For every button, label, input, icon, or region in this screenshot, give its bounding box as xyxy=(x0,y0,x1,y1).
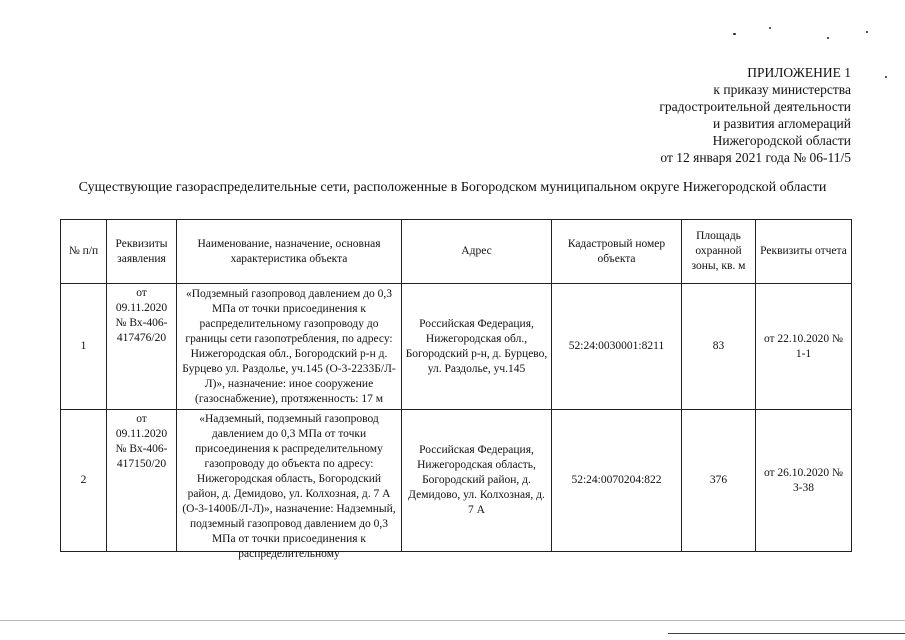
object-description-text: «Подземный газопровод давлением до 0,3 МПа от точки присоединения к распределительному газопроводу до границы сети газопотребления, по адресу: Нижегородская обл., Богородский р-н д. Бурцево ул. Раздолье, уч.145 (О-3-2233Б/Л-Л)», назначение: иное сооружение (газоснабжение), протяженность: 17 м xyxy=(182,287,396,405)
scan-line xyxy=(0,620,905,621)
application-details: от 09.11.2020 № Вх-406-417476/20 xyxy=(107,284,177,410)
document-title: Существующие газораспределительные сети, расположенные в Богородском муниципальном округе Нижегородской области xyxy=(78,180,827,195)
column-header: Реквизиты отчета xyxy=(756,220,852,284)
cadastral-number: 52:24:0030001:8211 xyxy=(552,284,682,410)
application-details: от 09.11.2020 № Вх-406-417150/20 xyxy=(107,410,177,552)
object-address: Российская Федерация, Нижегородская область, Богородский район, д. Демидово, ул. Колхозная, д. 7 А xyxy=(402,410,552,552)
table-header-row xyxy=(61,220,852,284)
appendix-line: ПРИЛОЖЕНИЕ 1 xyxy=(747,65,851,80)
appendix-line: от 12 января 2021 года № 06-11/5 xyxy=(660,150,851,165)
protection-zone-area: 376 xyxy=(682,410,756,552)
scan-line xyxy=(668,633,905,634)
column-header: № п/п xyxy=(61,220,107,284)
report-details: от 22.10.2020 № 1-1 xyxy=(756,284,852,410)
column-header: Площадь охранной зоны, кв. м xyxy=(682,220,756,284)
cadastral-number: 52:24:0070204:822 xyxy=(552,410,682,552)
appendix-header xyxy=(659,64,851,166)
protection-zone-area: 83 xyxy=(682,284,756,410)
object-description xyxy=(177,284,402,410)
report-details: от 26.10.2020 № 3-38 xyxy=(756,410,852,552)
row-number: 1 xyxy=(61,284,107,410)
scan-speck xyxy=(733,33,736,35)
table-row xyxy=(61,410,852,552)
scan-speck xyxy=(885,76,887,78)
appendix-line: градостроительной деятельности xyxy=(659,99,851,114)
column-header: Кадастровый номер объекта xyxy=(552,220,682,284)
column-header: Реквизиты заявления xyxy=(107,220,177,284)
scan-speck xyxy=(866,31,868,33)
appendix-line: Нижегородской области xyxy=(712,133,851,148)
column-header: Наименование, назначение, основная характеристика объекта xyxy=(177,220,402,284)
appendix-line: к приказу министерства xyxy=(713,82,851,97)
column-header: Адрес xyxy=(402,220,552,284)
table-row xyxy=(61,284,852,410)
row-number: 2 xyxy=(61,410,107,552)
object-description-text: «Надземный, подземный газопровод давлением до 0,3 МПа от точки присоединения к распределительному газопроводу до объекта по адресу: Нижегородская область, Богородский район, д. Демидово, ул. Колхозная, д. 7 А (О-3-1400Б/Л-Л)», назначение: Надземный, подземный газопровод давлением до 0,3 МПа от точки присоединения к распределительному xyxy=(182,413,396,560)
scan-speck xyxy=(827,37,829,39)
appendix-line: и развития агломераций xyxy=(712,116,851,131)
object-address: Российская Федерация, Нижегородская обл., Богородский р-н, д. Бурцево, ул. Раздолье, уч.145 xyxy=(402,284,552,410)
scan-speck xyxy=(769,27,771,29)
object-description xyxy=(177,410,402,560)
gas-network-table xyxy=(60,219,852,560)
